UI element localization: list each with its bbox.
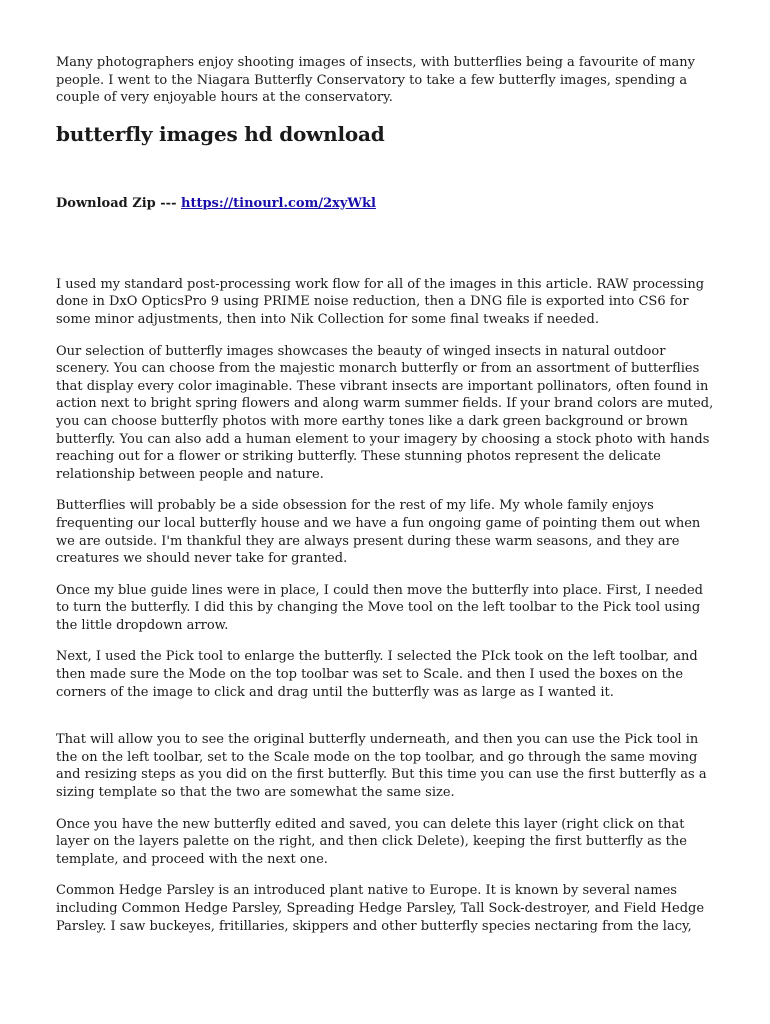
download-line xyxy=(56,195,716,213)
download-label: Download Zip --- xyxy=(56,195,177,211)
download-link[interactable]: https://tinourl.com/2xyWkl xyxy=(181,195,376,211)
intro-paragraph: Many photographers enjoy shooting images of insects, with butterflies being a favourite of many people. I went to the Niagara Butterfly Conservatory to take a few butterfly images, spending a couple of very enjoyable hours at the conservatory. xyxy=(56,55,696,106)
paragraph-selection: Our selection of butterfly images showcases the beauty of winged insects in natural outdoor scenery. You can choose from the majestic monarch butterfly or from an assortment of butterflies that display every color imaginable. These vibrant insects are important pollinators, often found in action next to bright spring flowers and along warm summer fields. If your brand colors are muted, you can choose butterfly photos with more earthy tones like a dark green background or brown butterfly. You can also add a human element to your imagery by choosing a stock photo with hands reaching out for a flower or striking butterfly. These stunning photos represent the delicate relationship between people and nature. xyxy=(56,343,714,482)
paragraph-pick-tool: Next, I used the Pick tool to enlarge the butterfly. I selected the PIck took on the left toolbar, and then made sure the Mode on the top toolbar was set to Scale. and then I used the boxes on the corners of the image to click and drag until the butterfly was as large as I wanted it. xyxy=(56,649,698,700)
paragraph-side-obsession: Butterflies will probably be a side obsession for the rest of my life. My whole family enjoys frequenting our local butterfly house and we have a fun ongoing game of pointing them out when we are outside. I'm thankful they are always present during these warm seasons, and they are creatures we should never take for granted. xyxy=(56,498,701,567)
paragraph-guide-lines: Once my blue guide lines were in place, I could then move the butterfly into place. First, I needed to turn the butterfly. I did this by changing the Move tool on the left toolbar to the Pick tool using the little dropdown arrow. xyxy=(56,582,703,633)
paragraph-delete-layer: Once you have the new butterfly edited and saved, you can delete this layer (right click on that layer on the layers palette on the right, and then click Delete), keeping the first butterfly as the template, and proceed with the next one. xyxy=(56,816,687,867)
page-title: butterfly images hd download xyxy=(56,121,385,146)
paragraph-hedge-parsley: Common Hedge Parsley is an introduced plant native to Europe. It is known by several names including Common Hedge Parsley, Spreading Hedge Parsley, Tall Sock-destroyer, and Field Hedge Parsley. I saw buckeyes, fritillaries, skippers and other butterfly species nectaring from the lacy, xyxy=(56,883,705,934)
document-page xyxy=(56,54,716,935)
paragraph-original-butterfly: That will allow you to see the original butterfly underneath, and then you can use the Pick tool in the on the left toolbar, set to the Scale mode on the top toolbar, and go through the same moving and resizing steps as you did on the first butterfly. But this time you can use the first butterfly as a sizing template so that the two are somewhat the same size. xyxy=(56,732,707,801)
paragraph-post-processing: I used my standard post-processing work flow for all of the images in this article. RAW processing done in DxO OpticsPro 9 using PRIME noise reduction, then a DNG file is exported into CS6 for some minor adjustments, then into Nik Collection for some final tweaks if needed. xyxy=(56,276,705,327)
